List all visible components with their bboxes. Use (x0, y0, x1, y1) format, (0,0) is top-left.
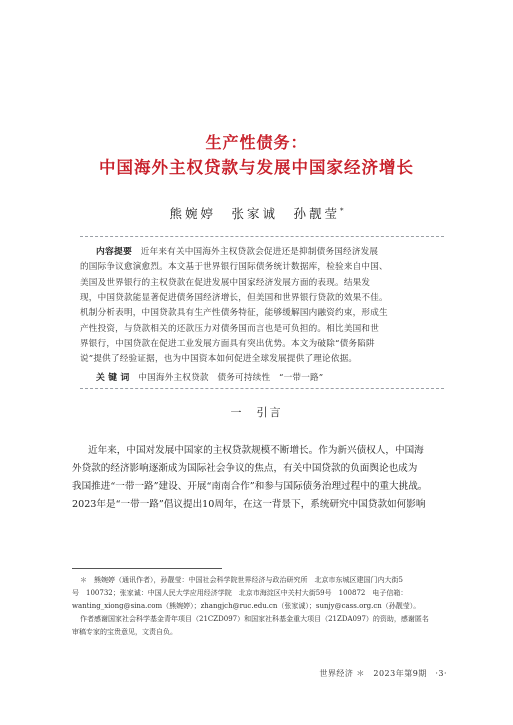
abstract-text: 近年来有关中国海外主权贷款会促进还是抑制债务国经济发展 (140, 247, 379, 257)
footnote-line: 号 100732；张家诚：中国人民大学应用经济学院 北京市海淀区中关村大街59号 100872 电子信箱： (72, 589, 408, 597)
keywords-label: 关 键 词 (96, 373, 130, 383)
author-footnote-mark: * (340, 206, 344, 215)
authors (0, 204, 513, 222)
keywords-line (96, 371, 442, 386)
footnote-line: ＊ 熊婉婷（通讯作者），孙靓莹：中国社会科学院世界经济与政治研究所 北京市东城区建国门内大街5 (80, 576, 403, 584)
page-footer: 世界经济 ＊ 2023年第9期 ·3· (319, 669, 447, 678)
abstract-line: 美国及世界银行的主权贷款在促进发展中国家经济发展方面的表现。结果发 (80, 278, 371, 288)
body-line: 2023年是“一带一路”倡议提出10周年，在这一背景下，系统研究中国贷款如何影响 (72, 499, 426, 510)
footnote-line: 作者感谢国家社会科学基金青年项目（21CZD097）和国家社科基金重大项目（21ZDA097）的资助，感谢匿名 (80, 615, 429, 623)
body-line: 近年来，中国对发展中国家的主权贷款规模不断增长。作为新兴债权人，中国海 (88, 445, 424, 456)
footnote-line: wanting_xiong@sina.com（熊婉婷）；zhangjch@ruc.edu.cn（张家诚）；sunjy@cass.org.cn（孙靓莹）。 (72, 602, 421, 610)
abstract-line (96, 245, 442, 260)
abstract-line: 的国际争议愈演愈烈。本文基于世界银行国际债务统计数据库，检验来自中国、 (80, 262, 388, 272)
footnote-line: 审稿专家的宝贵意见，文责自负。 (72, 628, 177, 636)
author-names: 熊婉婷 张家诚 孙靓莹 (169, 206, 340, 221)
abstract-line: 机制分析表明，中国贷款具有生产性债务特征，能够缓解国内融资约束，形成生 (80, 308, 388, 318)
footnote-rule (72, 568, 222, 569)
abstract-line: 产性投资，与贷款相关的还款压力对债务国而言也是可负担的。相比美国和世 (80, 324, 379, 334)
keywords-text: 中国海外主权贷款 债务可持续性 “一带一路” (138, 373, 324, 383)
abstract-label: 内容提要 (96, 247, 132, 257)
body-line: 外贷款的经济影响逐渐成为国际社会争议的焦点，有关中国贷款的负面舆论也成为 (72, 463, 418, 474)
title-line-2: 中国海外主权贷款与发展中国家经济增长 (99, 158, 414, 177)
section-heading: 一 引言 (230, 406, 283, 419)
abstract-bottom-rule (80, 388, 444, 389)
abstract-line: 界银行，中国贷款在促进工业发展方面具有突出优势。本文为破除“债务陷阱 (80, 339, 375, 349)
abstract-line: 现，中国贷款能显著促进债务国经济增长，但美国和世界银行贷款的效果不佳。 (80, 293, 388, 303)
abstract-line: 说”提供了经验证据，也为中国资本如何促进全球发展提供了理论依据。 (80, 354, 358, 364)
body-line: 我国推进“一带一路”建设、开展“南南合作”和参与国际债务治理过程中的重大挑战。 (72, 481, 428, 492)
title-line-1: 生产性债务： (205, 133, 308, 152)
abstract-top-rule (80, 236, 444, 237)
